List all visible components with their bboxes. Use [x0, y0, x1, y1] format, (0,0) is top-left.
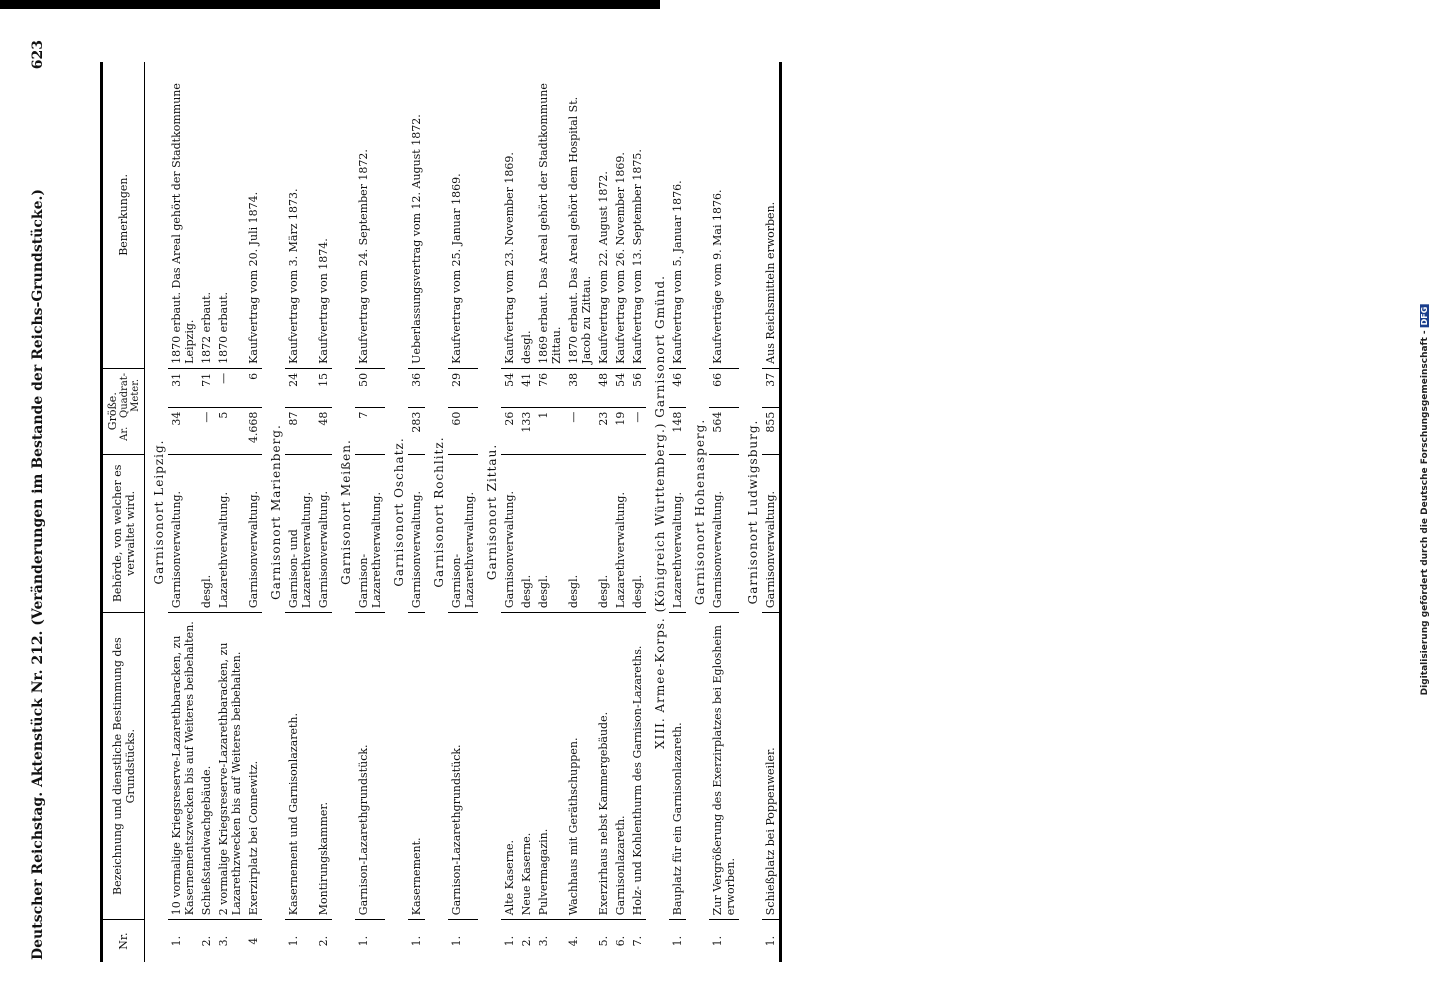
cell-auth: desgl. [535, 454, 565, 613]
cell-ar: 148 [669, 407, 686, 454]
cell-rem: Aus Reichsmitteln erworben. [762, 62, 781, 368]
cell-auth: Garnison-Lazarethverwaltung. [355, 454, 385, 613]
dfg-credit-text: Digitalisierung gefördert durch die Deutsche Forschungsgemeinschaft - [1420, 330, 1430, 696]
cell-rem: Kaufvertrag vom 3. März 1873. [285, 62, 315, 368]
section-row [385, 62, 408, 962]
cell-desc: Garnison-Lazarethgrundstück. [448, 613, 478, 920]
cell-ar: 133 [518, 407, 535, 454]
cell-nr: 4. [567, 935, 580, 947]
cell-rem: 1870 erbaut. Das Areal gehört dem Hospital St. Jacob zu Zittau. [565, 62, 595, 368]
table-row [448, 62, 478, 962]
cell-ar: 4.668 [245, 407, 262, 454]
cell-qm: 46 [669, 368, 686, 407]
cell-ar: 23 [595, 407, 612, 454]
cell-nr: 1. [450, 935, 463, 947]
cell-rem: 1872 erbaut. [198, 62, 215, 368]
cell-nr: 5. [597, 935, 610, 947]
col-rem: Bemerkungen. [102, 62, 145, 368]
page-header [30, 40, 60, 960]
cell-nr: 1. [410, 935, 423, 947]
page-number: 623 [30, 40, 46, 70]
cell-qm: 29 [448, 368, 478, 407]
table-body [145, 62, 781, 962]
cell-ar: 19 [612, 407, 629, 454]
section-heading: Garnisonort Oschatz. [392, 437, 406, 587]
section-heading: Garnisonort Meißen. [339, 439, 353, 585]
cell-ar: 60 [448, 407, 478, 454]
cell-desc: Garnison-Lazarethgrundstück. [355, 613, 385, 920]
cell-qm: 24 [285, 368, 315, 407]
cell-nr: 3. [217, 935, 230, 947]
cell-desc: Pulvermagazin. [535, 613, 565, 920]
section-heading: XIII. Armee-Korps. (Königreich Württemberg.) Garnisonort Gmünd. [653, 275, 667, 749]
cell-desc: Schießplatz bei Poppenweiler. [762, 613, 781, 920]
section-row [686, 62, 709, 962]
cell-ar: 855 [762, 407, 781, 454]
cell-rem: Kaufvertrag vom 20. Juli 1874. [245, 62, 262, 368]
table-row [168, 62, 198, 962]
cell-qm: 15 [315, 368, 332, 407]
cell-qm: 41 [518, 368, 535, 407]
cell-auth: desgl. [595, 454, 612, 613]
cell-desc: Kasernement. [408, 613, 425, 920]
col-qm: Quadrat-Meter. [119, 372, 141, 418]
cell-rem: Kaufvertrag vom 13. September 1875. [629, 62, 646, 368]
cell-rem: desgl. [518, 62, 535, 368]
cell-ar: 48 [315, 407, 332, 454]
header-title: Deutscher Reichstag. Aktenstück Nr. 212. (Veränderungen im Bestande der Reichs-Grundstücke.) [30, 189, 46, 960]
section-heading: Garnisonort Leipzig. [152, 439, 166, 585]
cell-desc: Schießstandwachgebäude. [198, 613, 215, 920]
section-heading: Garnisonort Zittau. [485, 443, 499, 581]
cell-qm: 36 [408, 368, 425, 407]
cell-auth: Garnisonverwaltung. [245, 454, 262, 613]
section-row [145, 62, 169, 962]
cell-qm: 6 [245, 368, 262, 407]
cell-qm: — [215, 368, 245, 407]
dfg-credit [1420, 305, 1430, 696]
cell-desc: Exerzirhaus nebst Kammergebäude. [595, 613, 612, 920]
cell-rem: 1870 erbaut. Das Areal gehört der Stadtkommune Leipzig. [168, 62, 198, 368]
cell-auth: Garnisonverwaltung. [168, 454, 198, 613]
cell-nr: 2. [317, 935, 330, 947]
cell-auth: desgl. [565, 454, 595, 613]
cell-rem: Kaufverträge vom 9. Mai 1876. [709, 62, 739, 368]
cell-desc: Zur Vergrößerung des Exerzirplatzes bei Eglosheim erworben. [709, 613, 739, 920]
section-row [332, 62, 355, 962]
cell-nr: 1. [671, 935, 684, 947]
cell-auth: Lazarethverwaltung. [669, 454, 686, 613]
table-row [408, 62, 425, 962]
cell-desc: Montirungskammer. [315, 613, 332, 920]
table-row [198, 62, 215, 962]
col-size [102, 368, 145, 454]
cell-ar: 1 [535, 407, 565, 454]
cell-rem: Kaufvertrag von 1874. [315, 62, 332, 368]
cell-ar: — [629, 407, 646, 454]
table-row [355, 62, 385, 962]
cell-auth: desgl. [198, 454, 215, 613]
section-heading: Garnisonort Marienberg. [269, 424, 283, 600]
cell-auth: Lazarethverwaltung. [612, 454, 629, 613]
cell-qm: 48 [595, 368, 612, 407]
cell-desc: Holz- und Kohlenthurm des Garnison-Lazareths. [629, 613, 646, 920]
cell-nr: 1. [170, 935, 183, 947]
table-row [285, 62, 315, 962]
cell-desc: Bauplatz für ein Garnisonlazareth. [669, 613, 686, 920]
cell-auth: Garnisonverwaltung. [315, 454, 332, 613]
col-desc: Bezeichnung und dienstliche Bestimmung des Grundstücks. [102, 613, 145, 920]
table-row [612, 62, 629, 962]
cell-rem: Kaufvertrag vom 26. November 1869. [612, 62, 629, 368]
cell-qm: 66 [709, 368, 739, 407]
cell-ar: 5 [215, 407, 245, 454]
cell-auth: Garnisonverwaltung. [762, 454, 781, 613]
col-auth: Behörde, von welcher es verwaltet wird. [102, 454, 145, 613]
cell-qm: 31 [168, 368, 198, 407]
table-row [535, 62, 565, 962]
table-row [762, 62, 781, 962]
cell-qm: 54 [612, 368, 629, 407]
cell-qm: 38 [565, 368, 595, 407]
cell-auth: Garnisonverwaltung. [709, 454, 739, 613]
table-row [595, 62, 612, 962]
col-nr: Nr. [102, 920, 145, 962]
cell-ar: — [198, 407, 215, 454]
cell-ar: 283 [408, 407, 425, 454]
cell-desc: 10 vormalige Kriegsreserve-Lazarethbaracken, zu Kasernementszwecken bis auf Weiteres beibehalten. [168, 613, 198, 920]
cell-ar: 564 [709, 407, 739, 454]
table-row [245, 62, 262, 962]
cell-rem: Kaufvertrag vom 25. Januar 1869. [448, 62, 478, 368]
cell-nr: 1. [711, 935, 724, 947]
cell-nr: 3. [537, 935, 550, 947]
cell-nr: 1. [503, 935, 516, 947]
cell-desc: Wachhaus mit Geräthschuppen. [565, 613, 595, 920]
col-size-label: Größe. [106, 392, 119, 431]
section-row [478, 62, 501, 962]
cell-desc: Exerzirplatz bei Connewitz. [245, 613, 262, 920]
cell-nr: 1. [762, 920, 781, 962]
cell-desc: Garnisonlazareth. [612, 613, 629, 920]
cell-nr: 2. [200, 935, 213, 947]
table-row [215, 62, 245, 962]
cell-rem: 1870 erbaut. [215, 62, 245, 368]
table-header-row [102, 62, 145, 962]
cell-rem: Kaufvertrag vom 22. August 1872. [595, 62, 612, 368]
col-ar: Ar. [119, 426, 130, 441]
cell-nr: 4 [247, 937, 260, 945]
section-row [646, 62, 669, 962]
dfg-logo: DFG [1420, 306, 1429, 326]
cell-nr: 1. [357, 935, 370, 947]
cell-auth: Garnison-Lazarethverwaltung. [448, 454, 478, 613]
cell-qm: 56 [629, 368, 646, 407]
cell-desc: Alte Kaserne. [501, 613, 518, 920]
table-row [315, 62, 332, 962]
grundstuecke-table [100, 62, 782, 962]
cell-ar: 87 [285, 407, 315, 454]
section-row [739, 62, 762, 962]
cell-auth: desgl. [518, 454, 535, 613]
cell-rem: Kaufvertrag vom 24. September 1872. [355, 62, 385, 368]
cell-desc: 2 vormalige Kriegsreserve-Lazarethbaracken, zu Lazarethzwecken bis auf Weiteres beibehalten. [215, 613, 245, 920]
table-row [501, 62, 518, 962]
table-row [709, 62, 739, 962]
cell-ar: — [565, 407, 595, 454]
cell-desc: Kasernement und Garnisonlazareth. [285, 613, 315, 920]
section-row [425, 62, 448, 962]
cell-nr: 1. [287, 935, 300, 947]
cell-rem: Ueberlassungsvertrag vom 12. August 1872. [408, 62, 425, 368]
cell-desc: Neue Kaserne. [518, 613, 535, 920]
cell-nr: 7. [631, 935, 644, 947]
cell-rem: Kaufvertrag vom 5. Januar 1876. [669, 62, 686, 368]
section-heading: Garnisonort Ludwigsburg. [746, 419, 760, 605]
table-row [518, 62, 535, 962]
cell-auth: desgl. [629, 454, 646, 613]
section-row [262, 62, 285, 962]
cell-ar: 7 [355, 407, 385, 454]
cell-qm: 50 [355, 368, 385, 407]
cell-auth: Lazarethverwaltung. [215, 454, 245, 613]
cell-qm: 71 [198, 368, 215, 407]
table-row [565, 62, 595, 962]
cell-nr: 6. [614, 935, 627, 947]
cell-qm: 37 [762, 368, 781, 407]
table-row [629, 62, 646, 962]
cell-auth: Garnison- und Lazarethverwaltung. [285, 454, 315, 613]
table-row [669, 62, 686, 962]
cell-auth: Garnisonverwaltung. [501, 454, 518, 613]
cell-qm: 76 [535, 368, 565, 407]
cell-rem: 1869 erbaut. Das Areal gehört der Stadtkommune Zittau. [535, 62, 565, 368]
cell-auth: Garnisonverwaltung. [408, 454, 425, 613]
cell-ar: 26 [501, 407, 518, 454]
cell-qm: 54 [501, 368, 518, 407]
cell-rem: Kaufvertrag vom 23. November 1869. [501, 62, 518, 368]
section-heading: Garnisonort Rochlitz. [432, 436, 446, 588]
cell-ar: 34 [168, 407, 198, 454]
section-heading: Garnisonort Hohenasperg. [693, 418, 707, 606]
cell-nr: 2. [520, 935, 533, 947]
